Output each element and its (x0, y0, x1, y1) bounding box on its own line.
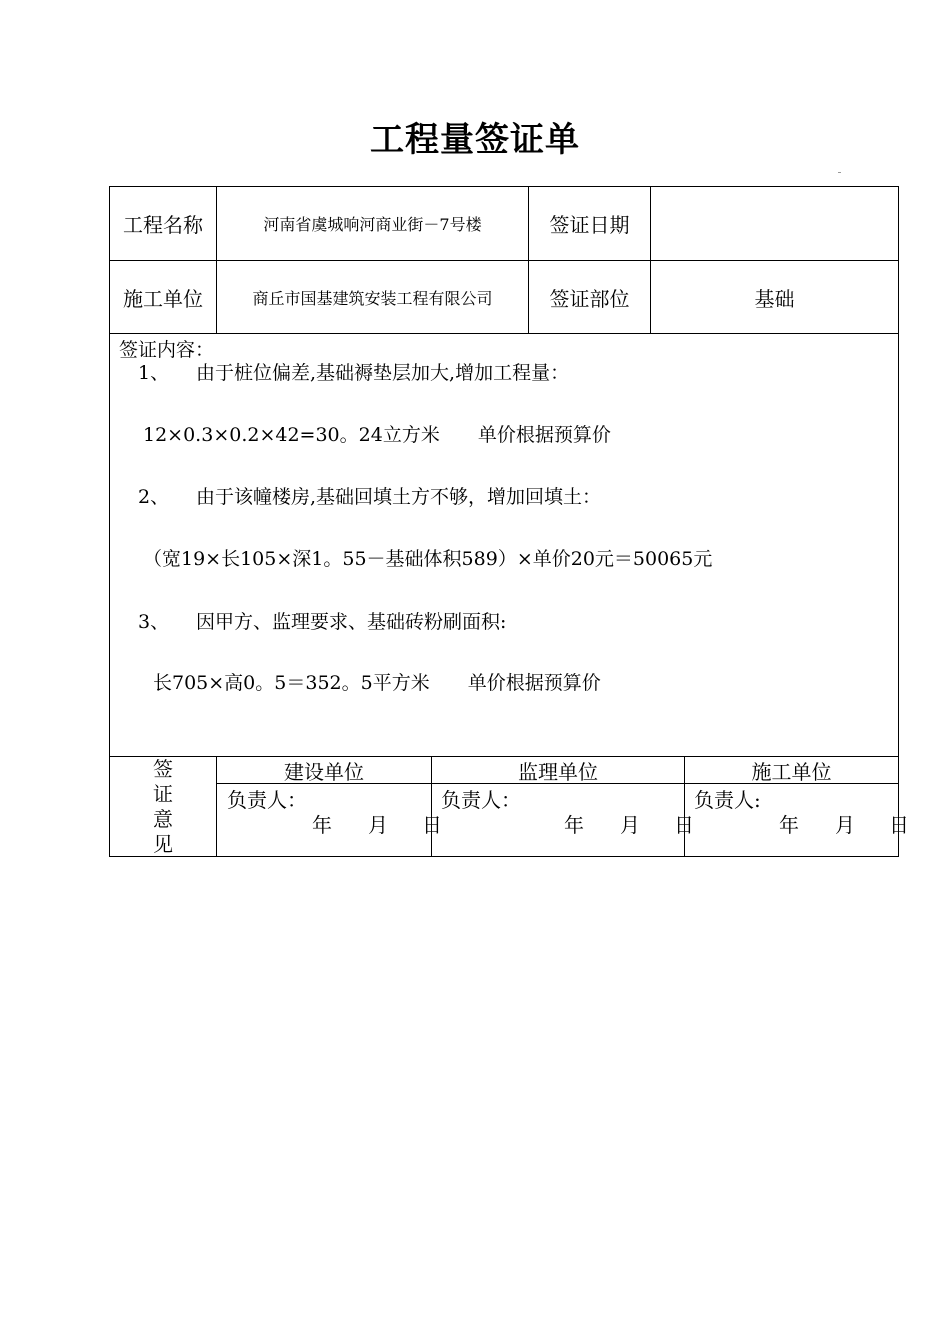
item-text: 因甲方、监理要求、基础砖粉刷面积: (196, 611, 507, 633)
signoff-date (312, 809, 442, 838)
contractor-value: 商丘市国基建筑安装工程有限公司 (252, 288, 493, 308)
visa-content (110, 334, 898, 756)
date-value (651, 187, 898, 260)
signoff-label (110, 757, 216, 857)
item-text: 由于该幢楼房,基础回填土方不够，增加回填土： (196, 486, 602, 508)
page-title: 工程量签证单 (370, 120, 580, 160)
item-detail: 长705×高0。5＝352。5平方米 单价根据预算价 (153, 672, 601, 694)
location-label: 签证部位 (549, 286, 630, 311)
date-month: 月 (835, 813, 855, 837)
project-name-value: 河南省虞城响河商业街－7号楼 (263, 215, 482, 234)
content-heading: 签证内容： (119, 339, 215, 361)
content-item (138, 607, 506, 634)
item-number: 1、 (138, 362, 170, 384)
unit-owner-name: 建设单位 (284, 759, 364, 784)
item-number: 2、 (138, 486, 170, 508)
signoff-char: 签 (153, 757, 173, 781)
visa-form-table (109, 186, 909, 857)
responsible-person-label: 负责人： (227, 788, 307, 812)
item-detail: （宽19×长105×深1。55－基础体积589）×单价20元＝50065元 (143, 548, 713, 570)
item-number: 3、 (138, 611, 170, 633)
date-month: 月 (620, 813, 640, 837)
date-year: 年 (564, 813, 584, 837)
content-item (138, 482, 601, 509)
location-value: 基础 (754, 286, 795, 311)
responsible-person-label: 负责人: (694, 788, 761, 812)
responsible-person-label: 负责人： (441, 788, 521, 812)
stray-mark (838, 172, 841, 173)
date-label: 签证日期 (549, 213, 630, 237)
date-day: 日 (674, 813, 694, 837)
contractor-label: 施工单位 (123, 286, 203, 311)
unit-supervisor-name: 监理单位 (518, 759, 598, 784)
project-name-label: 工程名称 (123, 213, 203, 237)
signoff-char: 见 (153, 832, 173, 856)
item-detail: 12×0.3×0.2×42=30。24立方米 单价根据预算价 (143, 424, 611, 446)
unit-contractor-name: 施工单位 (751, 759, 832, 784)
date-month: 月 (368, 813, 388, 837)
content-item (138, 358, 569, 385)
date-year: 年 (312, 813, 332, 837)
signoff-date (564, 809, 694, 838)
item-text: 由于桩位偏差,基础褥垫层加大,增加工程量： (196, 362, 570, 384)
signoff-date (779, 809, 909, 838)
signoff-char: 意 (153, 807, 173, 831)
signoff-char: 证 (153, 782, 173, 806)
date-year: 年 (779, 813, 799, 837)
date-day: 日 (422, 813, 442, 837)
date-day: 日 (889, 813, 909, 837)
